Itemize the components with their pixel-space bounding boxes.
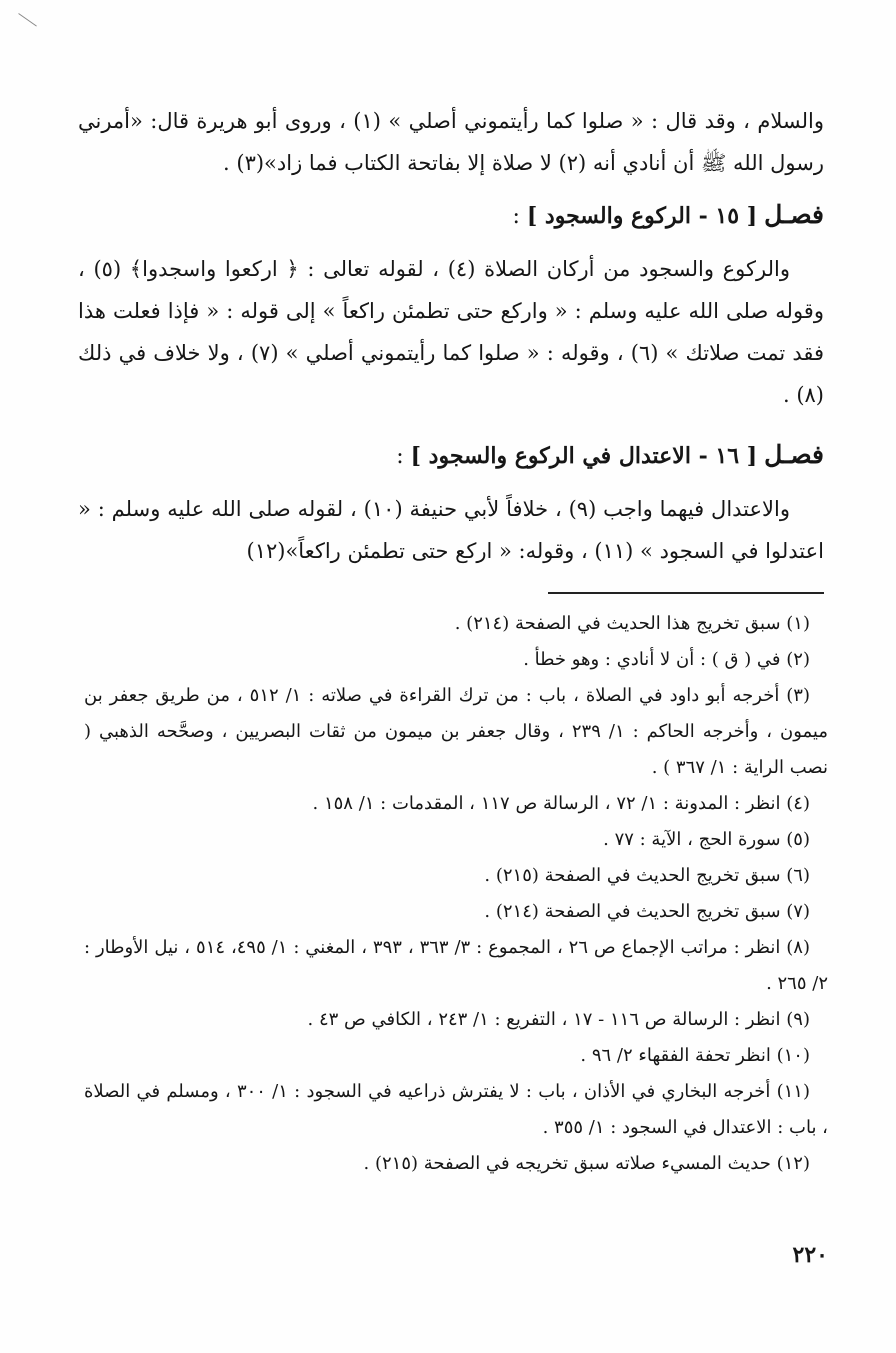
paragraph-text: والركوع والسجود من أركان الصلاة (٤) ، لقوله تعالى : ﴿ اركعوا واسجدوا﴾ (٥) ، وقوله صلى الله عليه وسلم : « واركع حتى تطمئن راكعاً » إلى قوله : « فإذا فعلت هذا فقد تمت صلاتك » (٦) ، وقوله : « صلوا كما رأيتموني أصلي » (٧) ، ولا خلاف في ذلك (٨) . [78,257,824,407]
footnote-3: (٣) أخرجه أبو داود في الصلاة ، باب : من ترك القراءة في صلاته : ١/ ٥١٢ ، من طريق جعفر بن ميمون ، وأخرجه الحاكم : ١/ ٢٣٩ ، وقال جعفر بن ميمون من ثقات البصريين ، وصحَّحه الذهبي ( نصب الراية : ١/ ٣٦٧ ) . [84,685,828,778]
footnote-10: (١٠) انظر تحفة الفقهاء ٢/ ٩٦ . [580,1045,810,1066]
footnote-12: (١٢) حديث المسيء صلاته سبق تخريجه في الصفحة (٢١٥) . [363,1153,810,1174]
heading-colon: : [512,204,520,229]
section-title: [ ١٦ - الاعتدال في الركوع والسجود ] [410,443,758,469]
fasl-label: فصـل [764,200,824,229]
intro-paragraph [78,100,824,184]
section-title: [ ١٥ - الركوع والسجود ] [526,203,758,229]
fasl-label: فصـل [764,440,824,469]
footnote-8: (٨) انظر : مراتب الإجماع ص ٢٦ ، المجموع : ٣/ ٣٦٣ ، ٣٩٣ ، المغني : ١/ ٤٩٥، ٥١٤ ، نيل الأوطار : ٢/ ٢٦٥ . [84,937,828,994]
section-paragraph-15 [78,248,824,416]
footnotes [84,606,828,1182]
footnote-5: (٥) سورة الحج ، الآية : ٧٧ . [603,829,810,850]
section-paragraph-16 [78,488,824,572]
page-number: ٢٢٠ [792,1242,828,1268]
paragraph-text: والاعتدال فيهما واجب (٩) ، خلافاً لأبي حنيفة (١٠) ، لقوله صلى الله عليه وسلم : « اعتدلوا في السجود » (١١) ، وقوله: « اركع حتى تطمئن راكعاً»(١٢) [78,497,824,563]
footnote-6: (٦) سبق تخريج الحديث في الصفحة (٢١٥) . [484,865,810,886]
footnote-separator [548,592,824,594]
section-heading-16 [78,434,824,478]
footnote-1: (١) سبق تخريج هذا الحديث في الصفحة (٢١٤) . [454,613,810,634]
heading-colon: : [396,444,404,469]
footnote-2: (٢) في ( ق ) : أن لا أنادي : وهو خطأ . [523,649,810,670]
footnote-11: (١١) أخرجه البخاري في الأذان ، باب : لا يفترش ذراعيه في السجود : ١/ ٣٠٠ ، ومسلم في الصلاة ، باب : الاعتدال في السجود : ١/ ٣٥٥ . [84,1081,828,1138]
footnote-4: (٤) انظر : المدونة : ١/ ٧٢ ، الرسالة ص ١١٧ ، المقدمات : ١/ ١٥٨ . [312,793,810,814]
footnote-9: (٩) انظر : الرسالة ص ١١٦ - ١٧ ، التفريع : ١/ ٢٤٣ ، الكافي ص ٤٣ . [307,1009,810,1030]
corner-mark [18,0,46,27]
intro-text: والسلام ، وقد قال : « صلوا كما رأيتموني أصلي » (١) ، وروى أبو هريرة قال: «أمرني رسول الله ﷺ أن أنادي أنه (٢) لا صلاة إلا بفاتحة الكتاب فما زاد»(٣) . [78,109,824,175]
section-heading-15 [78,194,824,238]
footnote-7: (٧) سبق تخريج الحديث في الصفحة (٢١٤) . [484,901,810,922]
